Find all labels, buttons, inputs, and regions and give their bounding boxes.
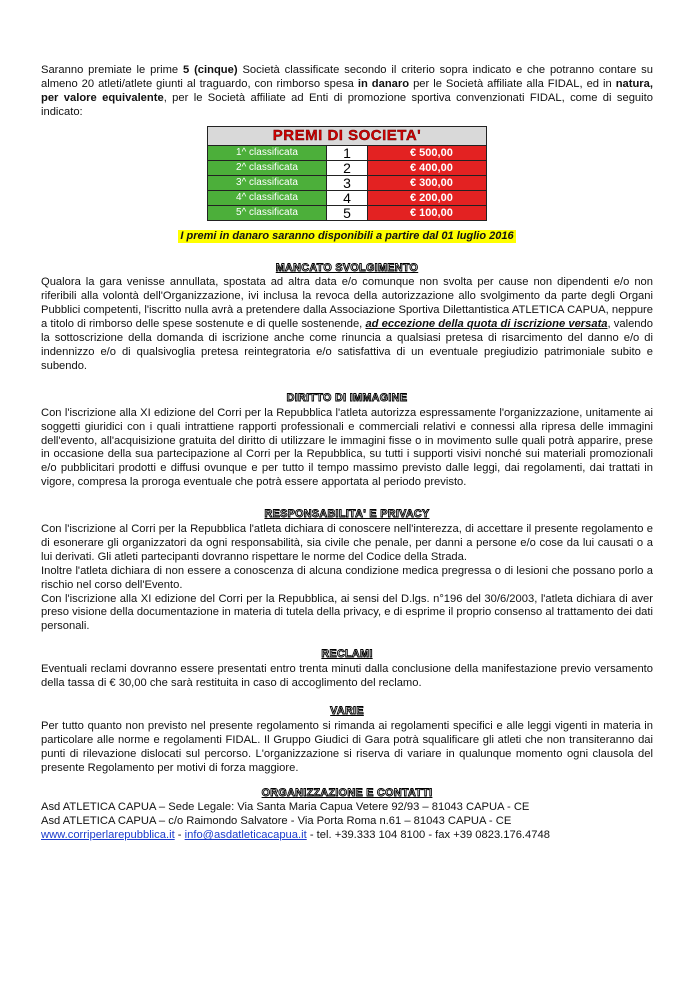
prize-amount: € 200,00 — [368, 190, 487, 205]
contact-line-web — [41, 829, 653, 843]
section-heading-contatti: ORGANIZZAZIONE E CONTATTI — [261, 786, 433, 799]
highlighted-banner: I premi in danaro saranno disponibili a partire dal 01 luglio 2016 — [180, 229, 514, 242]
intro-text: Società classificate secondo il criterio sopra indicato e che potranno contare su almeno 20 atleti/atlete giunti al traguardo, con rimborso spesa — [41, 64, 653, 90]
website-link[interactable]: www.corriperlarepubblica.it — [41, 829, 175, 842]
section-heading-diritto-immagine: DIRITTO DI IMMAGINE — [286, 391, 408, 404]
privacy-paragraph-2: Inoltre l'atleta dichiara di non essere a conoscenza di alcuna condizione medica pregressa o di lesioni che possano porlo a rischio nel corso dell'Evento. — [41, 564, 653, 591]
prize-number: 5 — [327, 205, 368, 220]
prizes-table-title: PREMI DI SOCIETA' — [208, 126, 487, 145]
table-row — [208, 175, 487, 190]
document-page — [41, 64, 653, 843]
privacy-paragraph-1: Con l'iscrizione al Corri per la Repubblica l'atleta dichiara di conoscere nell'interezza, di accettare il presente regolamento e di esonerare gli organizzatori da ogni responsabilità, sia civile che penale, per danni a persone e/o cose da lui causati o a lui derivati. Gli atleti partecipanti dovranno rispettare le norme del Codice della Strada. — [41, 523, 653, 563]
prize-amount: € 400,00 — [368, 160, 487, 175]
varie-paragraph: Per tutto quanto non previsto nel presente regolamento si rimanda ai regolamenti specifici e alle leggi vigenti in materia in particolare alle norme e regolamenti FIDAL. Il Gruppo Giudici di Gara potrà squalificare gli atleti che non transiteranno dai punti di rilevazione dislocati sul percorso. L'organizzazione si riserva di variare in qualunque momento ogni clausola del presente Regolamento per motivi di forza maggiore. — [41, 719, 653, 774]
intro-text: Saranno premiate le prime — [41, 64, 183, 76]
diritto-immagine-paragraph: Con l'iscrizione alla XI edizione del Corri per la Repubblica l'atleta autorizza espressamente l'organizzazione, unitamente ai soggetti giuridici con i quali intrattiene rapporti professionali e commerciali relativi e connessi alla ripresa delle immagini dell'evento, all'acquisizione gratuita del diritto di utilizzare le immagini fisse o in movimento sulle quali potrà apparire, prese in occasione della sua partecipazione al Corri per la Repubblica, su tutti i supporti visivi nonché sui materiali promozionali e/o pubblicitari prodotti e diffusi ovunque e per tutto il tempo massimo previsto dalle leggi, dai regolamenti, dai trattati in vigore, compresa la proroga eventuale che potrà essere apportata al periodo previsto. — [41, 406, 653, 489]
prize-amount: € 300,00 — [368, 175, 487, 190]
prize-position: 4^ classificata — [208, 190, 327, 205]
contact-line-recapito: Asd ATLETICA CAPUA – c/o Raimondo Salvatore - Via Porta Roma n.61 – 81043 CAPUA - CE — [41, 815, 512, 828]
paragraph-text: Qualora la gara venisse annullata, spostata ad altra data e/o comunque non svolta per cause non dipendenti e/o non riferibili alla volontà dell'Organizzazione, ivi inclusa la revoca della autorizzazione allo svolgimento da parte degli Organi Pubblici competenti, l'iscritto nulla avrà a pretendere dalla Associazione Sportiva Dilettantistica ATLETICA CAPUA, neppure a titolo di rimborso delle spese sostenute e di quelle sostenende, — [41, 276, 653, 331]
table-row — [208, 190, 487, 205]
intro-bold-danaro: in danaro — [357, 77, 410, 90]
prize-amount: € 100,00 — [368, 205, 487, 220]
prizes-table — [207, 126, 487, 221]
prizes-intro-paragraph — [41, 64, 653, 120]
section-heading-mancato-svolgimento: MANCATO SVOLGIMENTO — [275, 261, 419, 274]
intro-text: per le Società affiliate alla FIDAL, ed in — [409, 77, 616, 90]
reclami-paragraph: Eventuali reclami dovranno essere presentati entro trenta minuti dalla conclusione della manifestazione previo versamento della tassa di € 30,00 che sarà restituita in caso di accoglimento del reclamo. — [41, 663, 653, 690]
prize-number: 2 — [327, 160, 368, 175]
table-row — [208, 205, 487, 220]
prize-position: 2^ classificata — [208, 160, 327, 175]
varie-section — [41, 705, 653, 776]
contact-line-sede-legale: Asd ATLETICA CAPUA – Sede Legale: Via Santa Maria Capua Vetere 92/93 – 81043 CAPUA - CE — [41, 801, 530, 814]
prize-position: 1^ classificata — [208, 145, 327, 160]
separator: - — [174, 829, 185, 842]
section-heading-responsabilita-privacy: RESPONSABILITA' E PRIVACY — [264, 508, 430, 521]
prize-position: 3^ classificata — [208, 175, 327, 190]
section-heading-reclami: RECLAMI — [321, 648, 373, 661]
prize-number: 3 — [327, 175, 368, 190]
prize-amount: € 500,00 — [368, 145, 487, 160]
mancato-svolgimento-paragraph — [41, 276, 653, 373]
privacy-paragraph-3: Con l'iscrizione alla XI edizione del Corri per la Repubblica, ai sensi del D.lgs. n°196 del 30/6/2003, l'atleta dichiara di aver preso visione della documentazione in materia di tutela della privacy, e di esprime il proprio consenso al trattamento dei dati personali. — [41, 592, 653, 633]
intro-bold-five: 5 (cinque) — [182, 64, 238, 76]
table-row — [208, 160, 487, 175]
contatti-section — [41, 787, 653, 844]
prizes-availability-note — [41, 230, 653, 244]
email-link[interactable]: info@asdatleticacapua.it — [184, 829, 307, 842]
table-row — [208, 145, 487, 160]
intro-text: , per le Società affiliate ad Enti di promozione sportiva convenzionati FIDAL, come di seguito indicato: — [41, 91, 653, 118]
emphasized-text: ad eccezione della quota di iscrizione versata — [365, 318, 608, 331]
paragraph-text: , valendo la sottoscrizione della domanda di iscrizione anche come rinuncia a qualsiasi pretesa di risarcimento del danno e/o di indennizzo e/o di qualsivoglia pretesa reintegratoria e/o satisfattiva di un eventuale pregiudizio patrimoniale subito e subendo. — [41, 318, 653, 372]
phone-fax-text: - tel. +39.333 104 8100 - fax +39 0823.176.4748 — [306, 829, 550, 842]
prize-number: 4 — [327, 190, 368, 205]
section-heading-varie: VARIE — [330, 705, 364, 717]
intro-bold-natura: natura, per valore equivalente — [41, 77, 653, 104]
reclami-section — [41, 648, 653, 691]
prize-position: 5^ classificata — [208, 205, 327, 220]
prize-number: 1 — [327, 145, 368, 160]
